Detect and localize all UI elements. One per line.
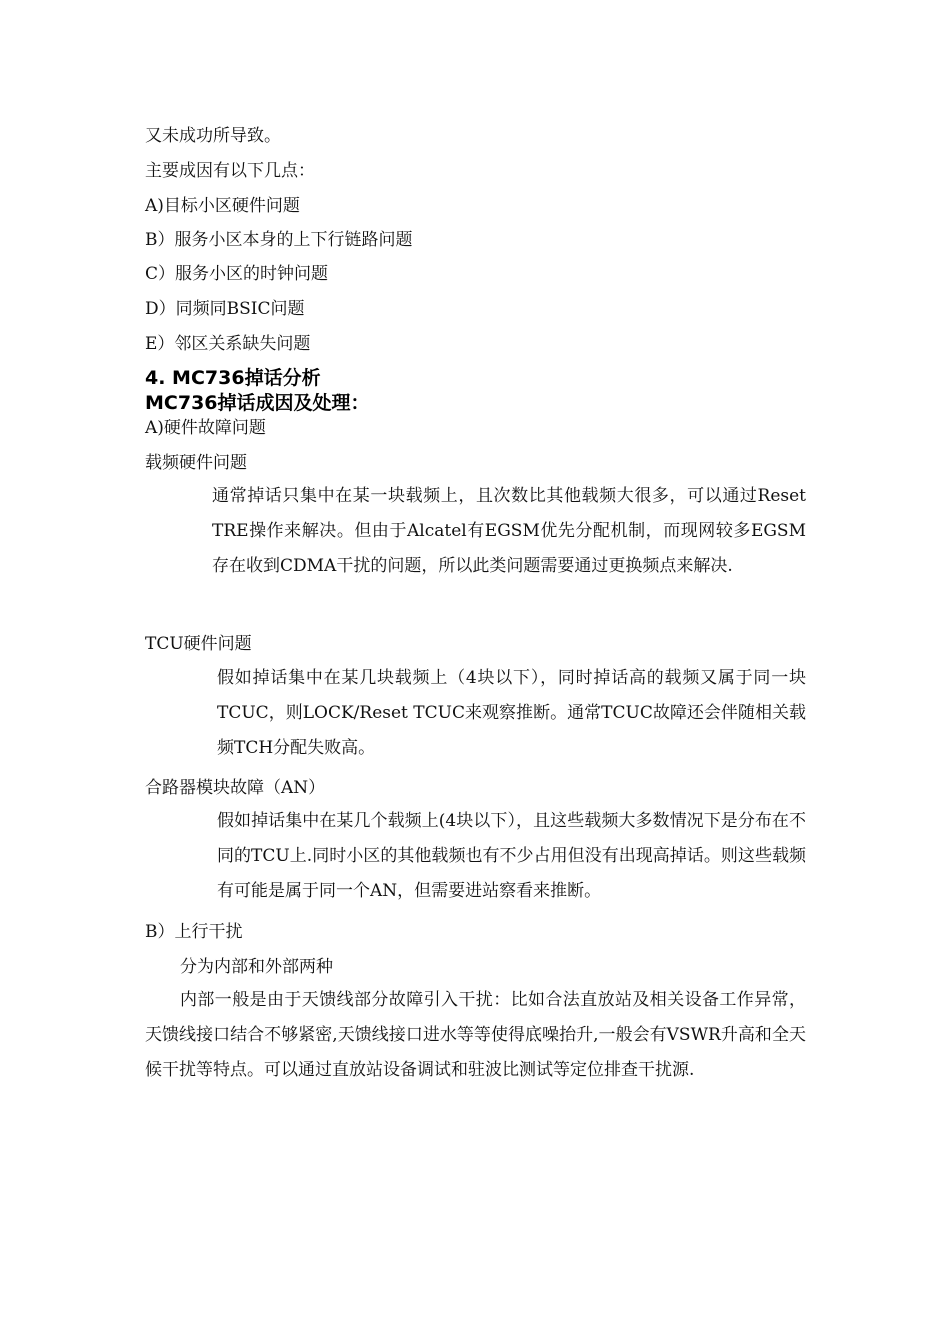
text-line: 主要成因有以下几点： xyxy=(145,161,315,181)
section-subheading: MC736掉话成因及处理： xyxy=(145,392,370,414)
list-item: E）邻区关系缺失问题 xyxy=(145,334,311,354)
text-line: 又未成功所导致。 xyxy=(145,126,281,146)
paragraph: 假如掉话集中在某几个载频上(4块以下），且这些载频大多数情况下是分布在不同的TCU上.同时小区的其他载频也有不少占用但没有出现高掉话。则这些载频有可能是属于同一个AN，但需要进站察看来推断。 xyxy=(217,811,806,901)
section-heading: 4. MC736掉话分析 xyxy=(145,367,321,389)
subsection-title: TCU硬件问题 xyxy=(145,634,252,654)
category-title: B）上行干扰 xyxy=(145,922,243,942)
category-title: A)硬件故障问题 xyxy=(145,418,266,438)
subsection-title: 载频硬件问题 xyxy=(145,453,247,473)
list-item: D）同频同BSIC问题 xyxy=(145,299,305,319)
text-line: 分为内部和外部两种 xyxy=(180,957,333,977)
paragraph: 通常掉话只集中在某一块载频上，且次数比其他载频大很多，可以通过Reset TRE操作来解决。但由于Alcatel有EGSM优先分配机制，而现网较多EGSM存在收到CDMA干扰的问题，所以此类问题需要通过更换频点来解决. xyxy=(212,486,806,576)
list-item: A)目标小区硬件问题 xyxy=(145,196,300,216)
paragraph: 假如掉话集中在某几块载频上（4块以下），同时掉话高的载频又属于同一块TCUC，则LOCK/Reset TCUC来观察推断。通常TCUC故障还会伴随相关载频TCH分配失败高。 xyxy=(217,668,806,758)
list-item: B）服务小区本身的上下行链路问题 xyxy=(145,230,413,250)
subsection-title: 合路器模块故障（AN） xyxy=(145,778,326,798)
list-item: C）服务小区的时钟问题 xyxy=(145,264,329,284)
paragraph: 内部一般是由于天馈线部分故障引入干扰：比如合法直放站及相关设备工作异常，天馈线接口结合不够紧密,天馈线接口进水等等使得底噪抬升,一般会有VSWR升高和全天候干扰等特点。可以通过直放站设备调试和驻波比测试等定位排查干扰源. xyxy=(145,990,806,1080)
